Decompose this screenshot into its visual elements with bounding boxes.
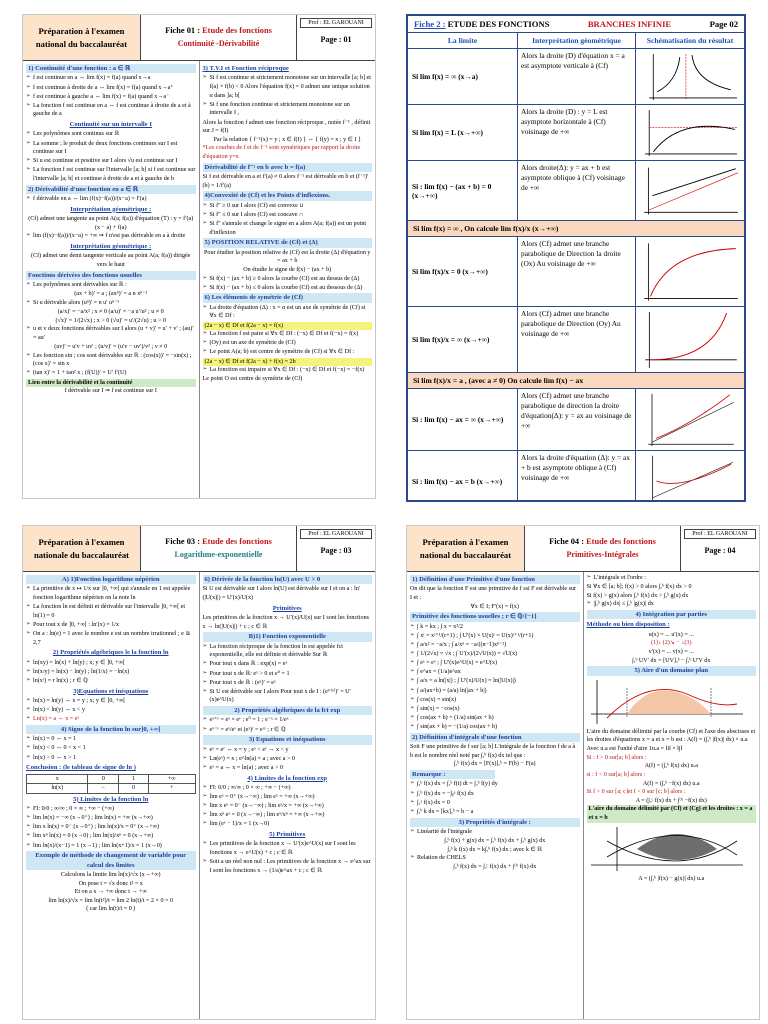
graph-sketch bbox=[636, 237, 744, 306]
area-graph bbox=[587, 678, 747, 726]
table-row: Si : lim f(x) − ax = ∞ (x→+∞) Alors (Cf) admet une branche parabolique de direction la droite d'équation(Δ): y = ax au voisinage de +∞ bbox=[408, 389, 744, 451]
section-title: Fonctions dérivées des fonctions usuelles bbox=[26, 271, 196, 280]
section-title: 3) T.V.I et Fonction réciproque bbox=[202, 65, 289, 72]
table-row: Si : lim f(x) − (ax + b) = 0 (x→+∞) Alors droite(Δ): y = ax + b est asymptote oblique à (Cf) voisinage de +∞ bbox=[408, 161, 744, 221]
fiche-04 bbox=[406, 525, 760, 1020]
graph-sketch bbox=[636, 161, 744, 220]
highlight-formula: (2a − x) ∈ Df et f(2a − x) + f(x) = 2b bbox=[203, 358, 373, 367]
section-title: 2) Propriétés algébriques le la fonction ln bbox=[52, 649, 169, 657]
condition-band: Si lim f(x) = ∞ , On calcule lim f(x)/x (x→+∞) bbox=[408, 221, 744, 237]
graph-sketch bbox=[636, 451, 744, 502]
exam-prep-label: Préparation à l'examen national du baccalauréat bbox=[407, 526, 525, 571]
section-title: Interprétation géométrique : bbox=[70, 243, 152, 251]
section-title: 4)Convexité de (Cf) et les Points d'inflexions. bbox=[203, 191, 373, 200]
section-title: 6) Les éléments de symétrie de (Cf) bbox=[203, 293, 373, 302]
highlight-formula: L'aire du domaine délimité par (Cf) et (Cg) et les droites : x = a et x = b bbox=[587, 805, 757, 822]
fiche-03-right-column: 6) Dérivée de la fonction ln(U) avec U > 0 Si U est dérivable sur I alors ln(U) est dérivable sur I et on a : ln′(|U(x)|) = U′(x)/U(x) Primitives Les primitives de la fonction x → U′(x)/U(x) sur I sont les fonctions x → ln(|U(x)|) + c ; c ∈ ℝ B)1) Fonction exponentielle ➢ La fonction réciproque de la fonction ln est appelée fct exponentielle, elle est définie et dérivable Sur ℝ ➢ Pour tout x dans ℝ : exp(x) = eˣ ➢ Pour tout x de ℝ: eˣ > 0 et e⁰ = 1 ➢ Pour tout x de ℝ : (eˣ)′ = eˣ ➢ Si U est dérivable sur I alors Pour tout x de I : (eᵁ⁽ˣ⁾)′ = U′(x)e^U(x) 2) Propriétés algébriques de la fct exp ➢ eˣ⁺ʸ = eˣ × eʸ ; e⁰ = 1 ; e⁻ˣ = 1/eˣ ➢ eˣ⁻ʸ = eˣ/eʸ et (eˣ)ʳ = eʳˣ ; r ∈ ℚ 3) Equations et inéquations ➢ eˣ = eʸ ⇔ x = y ; eˣ < eʸ ⇔ x < y ➢ Ln(eˣ) = x ; e^ln(a) = a ; avec a > 0 ➢ eˣ = a ⇔ x = ln(a) ; avec a > 0 4) Limites de la fonction exp ➢ FI: 0/0 ; ∞/∞ ; 0 × ∞ ; +∞ − (+∞) ➢ lim eˣ = 0⁺ (x→−∞) ; lim eˣ = +∞ (x→+∞) ➢ lim x eˣ = 0⁻ (x→−∞) ; lim eˣ/x = +∞ (x→+∞) ➢ lim xⁿ eˣ = 0 (x→−∞) ; lim eˣ/xⁿ = +∞ (x→+∞) ➢ lim (eˣ − 1)/x = 1 (x→0) 5) Primitives ➢ Les primitives de la fonction x → U′(x)e^U(x) sur I sont les fonctions x → e^U(x) + c ; c ∈ ℝ ➢ Soit a un réel non nul : Les primitives de la fonction x → e^ax sur I sont les fonctions x → (1/a)e^ax + c ; c ∈ ℝ bbox=[199, 572, 376, 1019]
graph-sketch bbox=[636, 49, 744, 104]
section-title: 4) Signe de la fonction ln sur]0, +∞[ bbox=[26, 725, 196, 734]
table-row: Si : lim f(x) − ax = b (x→+∞) Alors la droite d'équation (Δ): y = ax + b est asymptote oblique à (Cf) voisinage de +∞ bbox=[408, 451, 744, 502]
sign-table: x 0 1 +∞ ln(x) − 0 + bbox=[26, 774, 196, 794]
fiche-header bbox=[23, 15, 375, 61]
exam-prep-label: Préparation à l'examen nationale du baccalauréat bbox=[23, 526, 141, 571]
section-title: 2) Définition d'intégrale d'une fonction bbox=[410, 733, 580, 742]
prof-box: Prof : EL GAROUANI Page : 04 bbox=[681, 526, 759, 571]
section-title: 4) Intégration par parties bbox=[587, 610, 757, 619]
fiche-04-right-column: ➢ L'intégrale et l'ordre : Si ∀x ∈ [a; b]; f(x) > 0 alors ∫ₐᵇ f(x) dx > 0 Si f(x) > g(x) alors ∫ₐᵇ f(x) dx > ∫ₐᵇ g(x) dx ➢ |∫ₐᵇ g(x) dx| ≤ ∫ₐᵇ |g(x)| dx 4) Intégration par parties Méthode ou bien disposition : u(x) = ... u′(x) = ... (1)↓ (2)↘ − ↓(3) v′(x) = ... v(x) = ... ∫ₐᵇ UV′ dx = [UV]ₐᵇ − ∫ₐᵇ U′V dx 5) Aire d'un domaine plan L'aire du domaine délimité par la courbe (Cf) et l'axe des abscisses et les droites d'équations x = a et x = b est : A(f) = (∫ₐᵇ |f(x)| dx) × u.a Avec u.a est l'unité d'aire 1u.a = ‖i‖ × ‖j‖ Si : f > 0 sur[a; b] alors : A(f) = (∫ₐᵇ f(x) dx) u.a si : f < 0 sur[a; b] alors : A(f) = (∫ₐᵇ −f(x) dx) u.a Si f > 0 sur [a; c]et f < 0 sur [c; b] alors : A = (∫ₐᶜ f(x) dx + ∫ᶜᵇ −f(x) dx) L'aire du domaine délimité par (Cf) et (Cg) et les droites : x = a et x = b A = (∫ₐᵇ |f(x) − g(x)| dx) u.a bbox=[583, 572, 760, 1019]
section-title: 5) Primitives bbox=[269, 831, 306, 839]
table-header: La limite Interprétation géométrique Schématisation du résultat bbox=[408, 33, 744, 49]
section-title: 2) Propriétés algébriques de la fct exp bbox=[203, 706, 373, 715]
section-title: 1) Continuité d'une fonction : a ∈ ℝ bbox=[26, 64, 196, 73]
section-title: 3)Equations et inéquations bbox=[73, 687, 149, 695]
section-title: 6) Dérivée de la fonction ln(U) avec U > 0 bbox=[203, 575, 373, 584]
fiche-03-left-column: A) 1)Fonction logarithme népérien ➢ La primitive de x ↦ 1/x sur ]0, +∞[ qui s'annule en 1 est appelée fonction logarithme népérien on la note ln ➢ La fonction ln est définit et dérivable sur l'intervalle ]0, +∞[ et ln(1) = 0 ➢ Pour tout x de ]0, +∞[ : ln′(x) = 1/x ➢ On a : ln(e) = 1 avec le nombre e est un nombre irrationnel ; e ≅ 2,7 2) Propriétés algébriques le la fonction ln ➢ ln(xy) = ln(x) + ln(y) ; x; y ∈ ]0, +∞[ ➢ ln(x/y) = ln(x) − ln(y) ; ln(1/x) = −ln(x) ➢ ln(xʳ) = r ln(x) ; r ∈ ℚ 3)Equations et inéquations ➢ ln(x) = ln(y) ⇔ x = y ; x; y ∈ ]0, +∞[ ➢ ln(x) < ln(y) ⇔ x < y ➢ Ln(x) = a ⇔ x = eᵃ 4) Signe de la fonction ln sur]0, +∞[ ➢ ln(x) = 0 ⇔ x = 1 ➢ ln(x) < 0 ⇔ 0 < x < 1 ➢ ln(x) > 0 ⇔ x > 1 Conclusion : (le tableau de signe de ln ) x 0 1 +∞ ln(x) − 0 + 5) Limites de la fonction ln ➢ FI: 0/0 ; ∞/∞ ; 0 × ∞ ; +∞ − (+∞) ➢ lim ln(x) = −∞ (x→0⁺) ; lim ln(x) = +∞ (x→+∞) ➢ lim x ln(x) = 0⁻ (x→0⁺) ; lim ln(x)/x = 0⁺ (x→+∞) ➢ lim xⁿ ln(x) = 0 (x→0) ; lim ln(x)/xⁿ = 0 (x→+∞) ➢ lim ln(x)/(x−1) = 1 (x→1) ; lim ln(x+1)/x = 1 (x→0) Exemple de méthode de changement de variable pour calcul des limites Calculons la limite lim ln(x)/√x (x→+∞) On pose t = √x donc t² = x Et on a x → +∞ donc t → +∞ lim ln(x)/√x = lim ln(t²)/t = lim 2 ln(t)/t = 2 × 0 = 0 ( car lim ln(t)/t = 0 ) bbox=[23, 572, 199, 1019]
section-title: Primitive des fonctions usuelles ; r ∈ ℚ/{−1} bbox=[410, 612, 580, 621]
section-title: 5) POSITION RELATIVE de (Cf) et (Δ) bbox=[203, 238, 373, 247]
fiche-03 bbox=[22, 525, 376, 1020]
section-title: Remarque : bbox=[410, 770, 495, 779]
fiche-header bbox=[407, 526, 759, 572]
table-row: Si lim f(x)/x = ∞ (x→+∞) Alors (Cf) admet une branche parabolique de Direction (Oy) Au voisinage de +∞ bbox=[408, 307, 744, 373]
section-title: B)1) Fonction exponentielle bbox=[203, 632, 373, 641]
section-title: A) 1)Fonction logarithme népérien bbox=[26, 575, 196, 584]
fiche-header: Fiche 2 : ETUDE DES FONCTIONS BRANCHES INFINIE Page 02 bbox=[408, 16, 744, 33]
section-title: 4) Limites de la fonction exp bbox=[247, 774, 328, 782]
fiche-01 bbox=[22, 14, 376, 499]
graph-sketch bbox=[636, 307, 744, 372]
section-title: Méthode ou bien disposition : bbox=[586, 621, 670, 629]
exam-prep-label: Préparation à l'examen national du baccalauréat bbox=[23, 15, 141, 60]
section-title: Interprétation géométrique : bbox=[70, 205, 152, 213]
fiche-04-left-column: 1) Définition d'une Primitive d'une fonction On dit que la fonction F est une primitive de f ssi F est dérivable sur I et : ∀x ∈ I; F′(x) = f(x) Primitive des fonctions usuelles ; r ∈ ℚ/{−1} ➢ ∫ k = kx ; ∫ x = x²/2 ➢ ∫ xʳ = xʳ⁺¹/(r+1) ; ∫ U′(x) × U(x)ʳ = U(x)ʳ⁺¹/(r+1) ➢ ∫ a/x² = −a/x ; ∫ a/xⁿ = −a/((n−1)xⁿ⁻¹) ➢ ∫ 1/(2√x) = √x ; ∫ U′(x)/(2√U(x)) = √U(x) ➢ ∫ eˣ = eˣ ; ∫ U′(x)e^U(x) = e^U(x) ➢ ∫ e^ax = (1/a)e^ax ➢ ∫ a/x = a ln(|x|) ; ∫ U′(x)/U(x) = ln(|U(x)|) ➢ ∫ a/(ax+b) = (a/a) ln(|ax + b|) ➢ ∫ cos(x) = sin(x) ➢ ∫ sin(x) = −cos(x) ➢ ∫ cos(ax + b) = (1/a) sin(ax + b) ➢ ∫ sin(ax + b) = −(1/a) cos(ax + b) 2) Définition d'intégrale d'une fonction Soit F une primitive de f sur [a; b] L'intégrale de la fonction f de a à b est le nombre réel noté par ∫ₐᵇ f(x) dx tel que : ∫ₐᵇ f(x) dx = [F(x)]ₐᵇ = F(b) − F(a) Remarque : ➢ ∫ₐᵇ f(x) dx = ∫ₐᵇ f(t) dt = ∫ₐᵇ f(y) dy ➢ ∫ₐᵇ f(x) dx = −∫ᵦᵃ f(x) dx ➢ ∫ₐᵃ f(x) dx = 0 ➢ ∫ₐᵇ k dx = [kx]ₐᵇ = b − a 3) Propriétés d'intégrale : ➢ Linéarité de l'intégrale ∫ₐᵇ f(x) + g(x) dx = ∫ₐᵇ f(x) dx + ∫ₐᵇ g(x) dx ∫ₐᵇ k f(x) dx = k∫ₐᵇ f(x) dx ; avec k ∈ ℝ ➢ Relation de CHELS ∫ₐᵇ f(x) dx = ∫ₐᶜ f(x) dx + ∫ᶜᵇ f(x) dx bbox=[407, 572, 583, 1019]
fiche-title: Fiche 03 : Etude des fonctions Logarithme-exponentielle bbox=[141, 526, 297, 571]
section-title: Lien entre la dérivabilité et la continuité bbox=[26, 379, 196, 388]
fiche-01-left-column: 1) Continuité d'une fonction : a ∈ ℝ ➢ f est continue en a ⇔ lim f(x) = f(a) quand x→a ➢ f est continue à droite de a ⇔ lim f(x) = f(a) quand x→a⁺ ➢ f est continue à gauche a ⇔ lim f(x) = f(a) quand x→a⁻ ➢ La fonction f est continue en a ⇔ f est continue à droite de a et à gauche de a Continuité sur un intervalle I ➢ Les polynômes sont continus sur ℝ ➢ La somme ; le produit de deux fonctions continues sur I est continue sur I ➢ Si u est continue et positive sur I alors √u est continue sur I ➢ La fonction f est continue sur l'intervalle [a; b] si f est continue sur l'intervalle ]a; b[ et continue à droite de a et à gauche de b 2) Dérivabilité d'une fonction en a ∈ ℝ ➢ f dérivable en a ⇔ lim (f(x)−f(a))/(x−a) = f′(a) Interprétation géométrique : (Cf) admet une tangente au point A(a; f(a)) d'équation (T) : y = f′(a)(x − a) + f(a) ➢ lim (f(x)−f(a))/(x−a) = +∞ ⇒ f n'est pas dérivable en a à droite Interprétation géométrique : (Cf) admet une demi tangente verticale au point A(a; f(a)) dirigée vers le haut Fonctions dérivées des fonctions usuelles ➢ Les polynômes sont dérivables sur ℝ : (ax + b)′ = a ; (axⁿ)′ = a n xⁿ⁻¹ ➢ Si u dérivable alors (uⁿ)′ = n u′ uⁿ⁻¹ (a/x)′ = −a/x² ; x ≠ 0 (a/u)′ = −a u′/u² ; u ≠ 0 (√x)′ = 1/(2√x) ; x > 0 (√u)′ = u′/(2√u) ; u > 0 ➢ u et v deux fonctions dérivables sur I alors (u + v)′ = u′ + v′ ; (au)′ = au′ (uv)′ = u′v + uv′ ; (u/v)′ = (u′v − uv′)/v² ; v ≠ 0 ➢ Les fonction sin ; cos sont dérivables sur ℝ : (cos(x))′ = −sin(x) ; (cos x)′ = sin x ➢ (tan x)′ = 1 + tan² x ; (f(U))′ = U′ f′(U) Lien entre la dérivabilité et la continuité f dérivable sur I ⇒ f est continue sur I bbox=[23, 61, 199, 498]
table-row: Si lim f(x) = L (x→+∞) Alors la droite (D) : y = L est asymptote horizontale à (Cf) voisinage de +∞ bbox=[408, 105, 744, 161]
section-title: 3) Equations et inéquations bbox=[203, 735, 373, 744]
graph-sketch bbox=[636, 389, 744, 450]
highlight-formula: (2a − x) ∈ Df et f(2a − x) = f(x) bbox=[203, 322, 373, 331]
fiche-02 bbox=[406, 14, 746, 502]
section-title: 3) Propriétés d'intégrale : bbox=[410, 818, 580, 827]
section-title: Conclusion : (le tableau de signe de ln ) bbox=[26, 764, 136, 772]
condition-band: Si lim f(x)/x = a , (avec a ≠ 0) On calcule lim f(x) − ax bbox=[408, 373, 744, 389]
area-between-curves-graph bbox=[587, 825, 747, 873]
prof-box: Prof : EL GAROUANI Page : 01 bbox=[297, 15, 375, 60]
section-title: 5) Aire d'un domaine plan bbox=[587, 666, 757, 675]
fiche-title: Fiche 04 : Etude des fonctions Primitives-Intégrales bbox=[525, 526, 681, 571]
prof-box: Prof : EL GAROUANI Page : 03 bbox=[297, 526, 375, 571]
fiche-title: Fiche 01 : Etude des fonctions Continuité -Dérivabilité bbox=[141, 15, 297, 60]
section-title: Continuité sur un intervalle I bbox=[69, 121, 152, 129]
graph-sketch bbox=[636, 105, 744, 160]
fiche-header bbox=[23, 526, 375, 572]
table-row: Si lim f(x)/x = 0 (x→+∞) Alors (Cf) admet une branche parabolique de Direction la droite (Ox) Au voisinage de +∞ bbox=[408, 237, 744, 307]
section-title: 5) Limites de la fonction ln bbox=[73, 795, 149, 803]
section-title: Exemple de méthode de changement de variable pour calcul des limites bbox=[26, 851, 196, 870]
fiche-01-right-column: 3) T.V.I et Fonction réciproque ➢ Si f est continue et strictement monotone sur un intervalle [a; b] et f(a) × f(b) < 0 Alors l'équation f(x) = 0 admet une unique solution α dans ]a; b[ ➢ Si f une fonction continue et strictement monotone sur un intervalle I , Alors la fonction f admet une fonction réciproque , notée f⁻¹ , définit sur J = f(I) Par la relation { f⁻¹(x) = y ; x ∈ f(I) } ⇔ { f(y) = x ; y ∈ I } *Les courbes de f et de f⁻¹ sont symétriques par rapport la droite d'équation y=x Dérivabilité de f⁻¹ en b avec b = f(a) Si f est dérivable en a et f′(a) ≠ 0 alors f⁻¹ est dérivable en b et (f⁻¹)′(b) = 1/f′(a) 4)Convexité de (Cf) et les Points d'inflexions. ➢ Si f″ ≥ 0 sur I alors (Cf) est convexe ∪ ➢ Si f″ ≤ 0 sur I alors (Cf) est concave ∩ ➢ Si f″ s'annule et change le signe en a alors A(a; f(a)) est un point d'inflexion 5) POSITION RELATIVE de (Cf) et (Δ) Pour étudier la position relative de (Cf) est la droite (Δ) d'équation y = ax + b On étudie le signe de f(x) − (ax + b) ➢ Si f(x) − (ax + b) ≥ 0 alors la courbe (Cf) est au dessus de (Δ) ➢ Si f(x) − (ax + b) ≤ 0 alors la courbe (Cf) est au dessous de (Δ) 6) Les éléments de symétrie de (Cf) ➢ La droite d'équation (Δ) : x = α est un axe de symétrie de (Cf) si ∀x ∈ Df : (2a − x) ∈ Df et f(2a − x) = f(x) ➢ La fonction f est paire si ∀x ∈ Df : (−x) ∈ Df et f(−x) = f(x) ➢ (Oy) est un axe de symétrie de (Cf) ➢ Le point A(a; b) est centre de symétrie de (Cf) si ∀x ∈ Df : (2a − x) ∈ Df et f(2a − x) + f(x) = 2b ➢ La fonction est impaire si ∀x ∈ Df : (−x) ∈ Df et f(−x) = −f(x) Le point O est centre de symétrie de (Cf) bbox=[199, 61, 376, 498]
section-title: Dérivabilité de f⁻¹ en b avec b = f(a) bbox=[203, 163, 373, 172]
section-title: 2) Dérivabilité d'une fonction en a ∈ ℝ bbox=[26, 185, 196, 194]
section-title: 1) Définition d'une Primitive d'une fonction bbox=[410, 575, 580, 584]
section-title: Primitives bbox=[272, 604, 302, 612]
table-row: Si lim f(x) = ∞ (x→a) Alors la droite (D) d'équation x = a est asymptote verticale à (Cf) bbox=[408, 49, 744, 105]
